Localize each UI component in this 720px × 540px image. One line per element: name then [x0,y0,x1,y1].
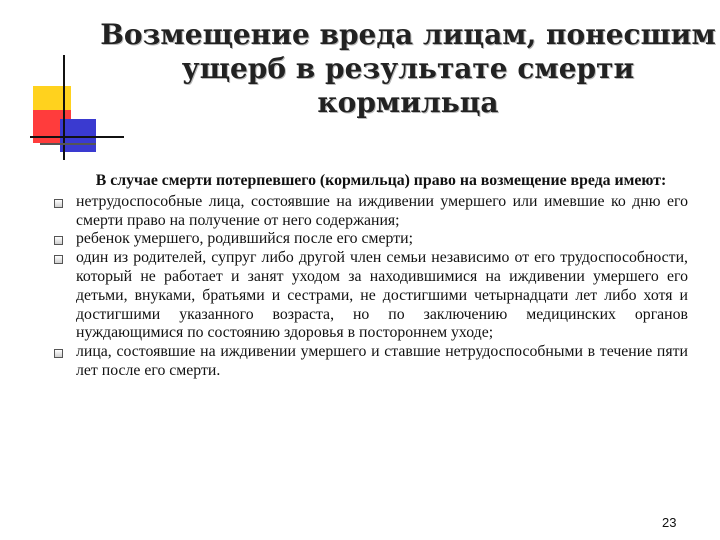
decor-horizontal-line-short [40,143,96,145]
slide-body [48,172,688,381]
title-line-2: ущерб в результате смерти [181,52,635,85]
decor-horizontal-line [30,136,124,138]
checkbox-bullet-icon [54,199,63,208]
list-item-text: лица, состоявшие на иждивении умершего и ставшие нетрудоспособными в течение пяти лет после его смерти. [76,343,688,379]
title-line-1: Возмещение вреда лицам, понесшим [100,18,716,51]
title-line-3: кормильца [317,86,499,119]
slide-title [88,18,720,120]
list-item-text: ребенок умершего, родившийся после его смерти; [76,230,413,248]
intro-text: В случае смерти потерпевшего (кормильца) право на возмещение вреда имеют: [95,172,667,189]
checkbox-bullet-icon [54,349,63,358]
list-item [48,343,688,381]
list-item [48,230,688,249]
checkbox-bullet-icon [54,236,63,245]
list-item-text: один из родителей, супруг либо другой член семьи независимо от его трудоспособности, который не работает и занят уходом за находившимися на иждивении умершего его детьми, внуками, братьями и сестрами, не достигшими четырнадцати лет либо хотя и достигшими указанного возраста, но по заключению медицинских органов нуждающимися по состоянию здоровья в постороннем уходе; [76,249,688,342]
list-item [48,249,688,343]
page-number: 23 [662,515,677,530]
list-item-text: нетрудоспособные лица, состоявшие на иждивении умершего или имевшие ко дню его смерти право на получение от него содержания; [76,192,688,229]
list-item [48,193,688,231]
checkbox-bullet-icon [54,255,63,264]
